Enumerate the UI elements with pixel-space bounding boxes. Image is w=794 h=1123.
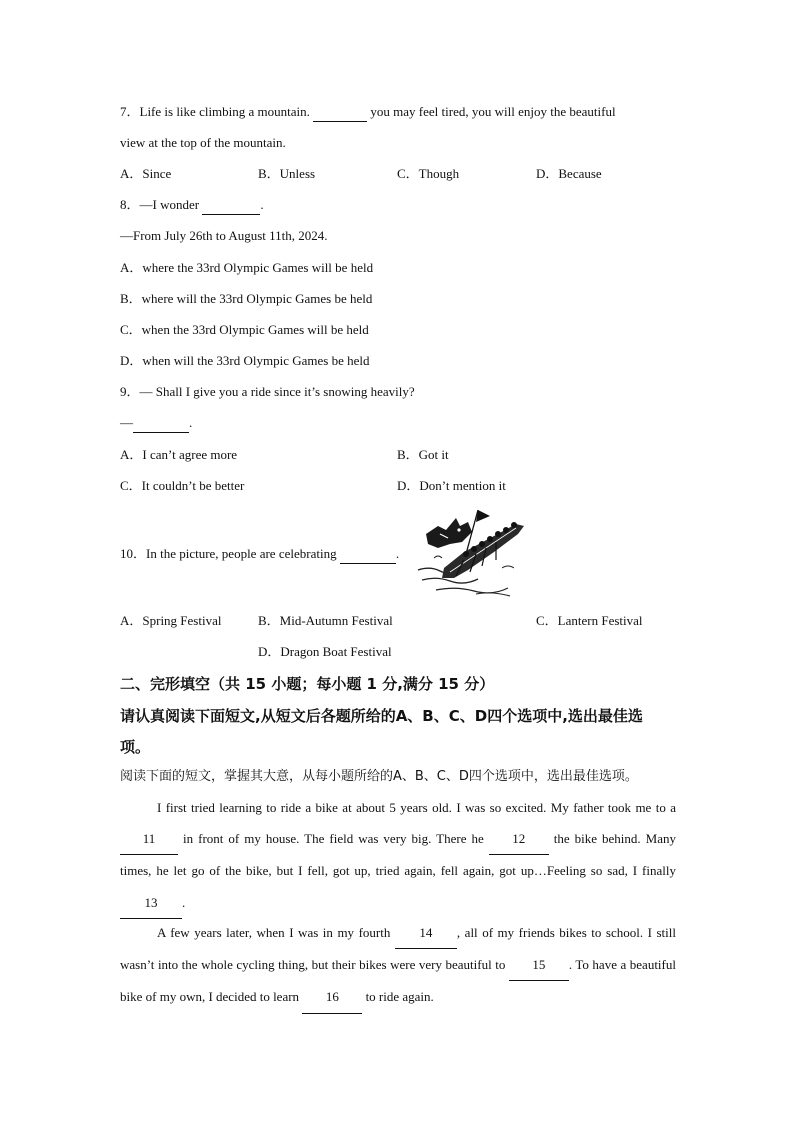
- q7-option-c: C．Though: [397, 166, 460, 181]
- passage-text: to ride again.: [362, 989, 434, 1005]
- q9-option-b: B．Got it: [397, 447, 449, 462]
- section2-instruction-line2: 项。: [120, 738, 151, 756]
- q7-stem-text: 7．Life is like climbing a mountain.: [120, 104, 314, 119]
- blank-15: 15: [509, 949, 569, 981]
- section2-title: 二、完形填空（共 15 小题；每小题 1 分,满分 15 分）: [120, 675, 495, 693]
- q9-option-c: C．It couldn’t be better: [120, 478, 245, 493]
- passage-text: in front of my house. The field was very big. There he: [178, 831, 489, 847]
- q7-stem-line2: view at the top of the mountain.: [120, 135, 286, 150]
- q10-stem: [120, 545, 399, 564]
- q9-reply-end: .: [189, 415, 193, 430]
- q8-option-c: C．when the 33rd Olympic Games will be held: [120, 322, 369, 337]
- passage-paragraph-2: [120, 917, 676, 1014]
- passage-text: the bike behind. Many times, he let go of the bike, but I fell, got up, tried again, fell again, got up…Feeling so sad, I finally: [120, 831, 676, 879]
- answer-blank: [202, 196, 260, 215]
- q10-option-d: D．Dragon Boat Festival: [258, 644, 392, 659]
- q9-reply-dash: —: [120, 415, 133, 430]
- q7-option-a: A．Since: [120, 166, 172, 181]
- blank-13: 13: [120, 887, 182, 919]
- blank-11: 11: [120, 823, 178, 855]
- passage-text: . To have a beautiful bike of my own, I decided to learn: [120, 957, 676, 1005]
- passage-text: A few years later, when I was in my fourth: [157, 925, 395, 940]
- q7-stem-line1: [120, 103, 616, 122]
- q8-option-b: B．where will the 33rd Olympic Games be held: [120, 291, 373, 306]
- q10-stem-text: 10．In the picture, people are celebrating: [120, 546, 340, 561]
- blank-16: 16: [302, 981, 362, 1013]
- answer-blank: [340, 545, 396, 564]
- q10-option-a: A．Spring Festival: [120, 613, 222, 628]
- section2-sub-instruction: 阅读下面的短文，掌握其大意，从每小题所给的A、B、C、D四个选项中，选出最佳选项。: [120, 769, 638, 784]
- q9-reply: [120, 414, 192, 433]
- q9-stem: 9．— Shall I give you a ride since it’s snowing heavily?: [120, 384, 415, 399]
- blank-12: 12: [489, 823, 549, 855]
- q9-option-a: A．I can’t agree more: [120, 447, 238, 462]
- q10-option-b: B．Mid-Autumn Festival: [258, 613, 393, 628]
- answer-blank: [313, 103, 367, 122]
- q9-option-d: D．Don’t mention it: [397, 478, 506, 493]
- passage-text: .: [182, 894, 186, 910]
- q8-stem-end: .: [260, 197, 264, 212]
- q7-option-d: D．Because: [536, 166, 602, 181]
- q10-stem-end: .: [395, 546, 400, 561]
- q8-stem-text: 8．—I wonder: [120, 197, 203, 212]
- passage-text: , all of my friends bikes to school. I still wasn’t into the whole cycling thing, but their bikes were very beautiful to: [120, 925, 676, 973]
- q7-option-b: B．Unless: [258, 166, 316, 181]
- q10-option-c: C．Lantern Festival: [536, 613, 643, 628]
- passage-text: I first tried learning to ride a bike at about 5 years old. I was so excited. My father took me to a: [157, 800, 676, 815]
- q8-reply: —From July 26th to August 11th, 2024.: [120, 228, 328, 243]
- q8-option-a: A．where the 33rd Olympic Games will be held: [120, 260, 374, 275]
- passage-paragraph-1: [120, 792, 676, 919]
- q8-option-d: D．when will the 33rd Olympic Games be held: [120, 353, 370, 368]
- answer-blank: [133, 414, 189, 433]
- dragon-boat-illustration: [416, 508, 528, 600]
- q7-stem-text-cont: you may feel tired, you will enjoy the beautiful: [367, 104, 616, 119]
- blank-14: 14: [395, 917, 457, 949]
- section2-instruction-line1: 请认真阅读下面短文,从短文后各题所给的A、B、C、D四个选项中,选出最佳选: [120, 707, 643, 725]
- q8-stem: [120, 196, 264, 215]
